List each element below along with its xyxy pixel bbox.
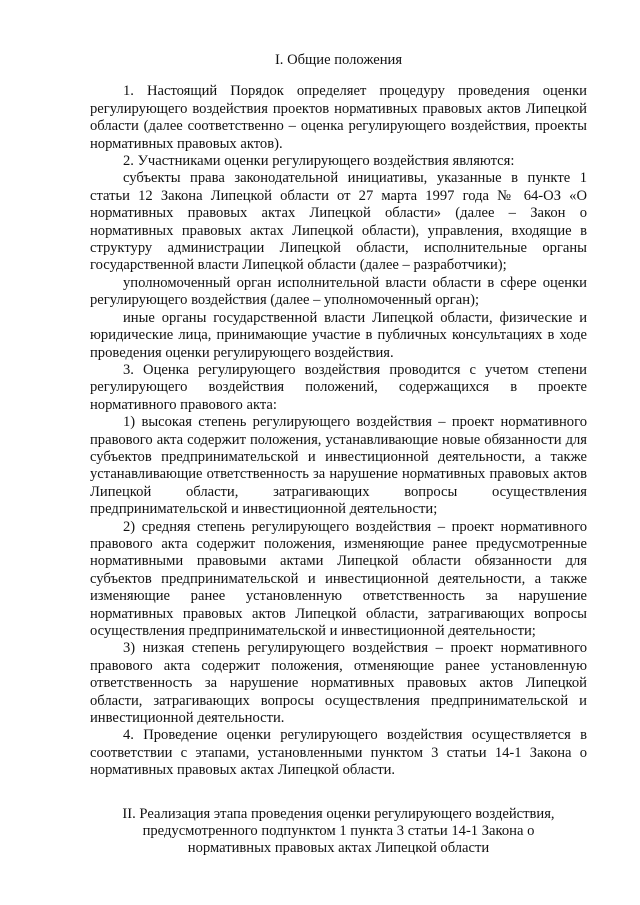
paragraph-3-item-high: 1) высокая степень регулирующего воздействия – проект нормативного правового акта содержит положения, устанавливающие новые обязанности для субъектов предпринимательской и инвестиционной деятельности, а также устанавливающие ответственность за нарушение нормативных правовых актов Липецкой области, затрагивающих вопросы осуществления предпринимательской и инвестиционной деятельности; [90,414,587,518]
paragraph-2-item-other-bodies: иные органы государственной власти Липецкой области, физические и юридические лица, принимающие участие в публичных консультациях в ходе проведения оценки регулирующего воздействия. [90,309,587,361]
paragraph-2-item-subjects: субъекты права законодательной инициативы, указанные в пункте 1 статьи 12 Закона Липецкой области от 27 марта 1997 года № 64-ОЗ «О нормативных правовых актах Липецкой области» (далее – Закон о нормативных правовых актах Липецкой области), управления, входящие в структуру администрации Липецкой области, исполнительные органы государственной власти Липецкой области (далее – разработчики); [90,170,587,274]
section-2-heading [90,806,587,858]
paragraph-1: 1. Настоящий Порядок определяет процедуру проведения оценки регулирующего воздействия проектов нормативных правовых актов Липецкой области (далее соответственно – оценка регулирующего воздействия, проекты нормативных правовых актов). [90,83,587,152]
section-2-heading-line-3: нормативных правовых актах Липецкой области [187,840,490,857]
section-1-heading: I. Общие положения [274,52,403,68]
paragraph-2: 2. Участниками оценки регулирующего воздействия являются: [123,153,515,170]
paragraph-3-item-medium: 2) средняя степень регулирующего воздействия – проект нормативного правового акта содержит положения, изменяющие ранее предусмотренные нормативными правовыми актами Липецкой области обязанности для субъектов предпринимательской и инвестиционной деятельности, а также изменяющие ранее установленную ответственность за нарушение нормативных правовых актов Липецкой области, затрагивающих вопросы осуществления предпринимательской и инвестиционной деятельности; [90,518,587,639]
document-body [90,52,587,858]
paragraph-2-item-authorized-body: уполномоченный орган исполнительной власти области в сфере оценки регулирующего воздействия (далее – уполномоченный орган); [90,274,587,309]
section-2-heading-line-2: предусмотренного подпунктом 1 пункта 3 статьи 14-1 Закона о [142,823,535,840]
paragraph-3-item-low: 3) низкая степень регулирующего воздействия – проект нормативного правового акта содержит положения, отменяющие ранее установленную ответственность за нарушение нормативных правовых актов Липецкой области, затрагивающих вопросы осуществления предпринимательской и инвестиционной деятельности. [90,640,587,727]
section-2-heading-line-1: II. Реализация этапа проведения оценки регулирующего воздействия, [122,805,555,822]
paragraph-3: 3. Оценка регулирующего воздействия проводится с учетом степени регулирующего воздействия положений, содержащихся в проекте нормативного правового акта: [90,361,587,413]
paragraph-4: 4. Проведение оценки регулирующего воздействия осуществляется в соответствии с этапами, установленными пунктом 3 статьи 14-1 Закона о нормативных правовых актах Липецкой области. [90,727,587,779]
